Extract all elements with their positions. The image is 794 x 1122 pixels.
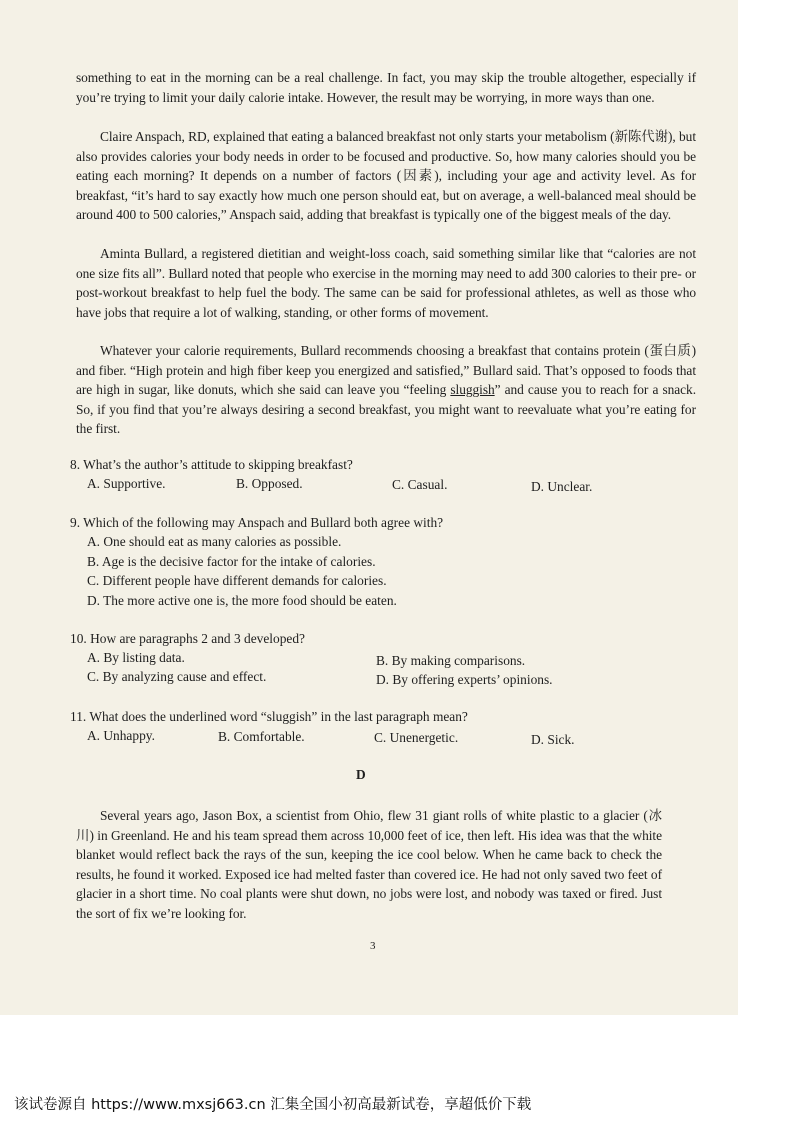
question-11-option-c: C. Unenergetic. [374, 730, 459, 745]
question-10-option-c: C. By analyzing cause and effect. [87, 669, 267, 684]
page-number: 3 [370, 940, 376, 952]
underlined-word-sluggish: sluggish [450, 382, 495, 398]
question-9-option-b: B. Age is the decisive factor for the intake of calories. [87, 554, 376, 569]
question-10-option-b: B. By making comparisons. [376, 653, 526, 668]
passage-c-paragraph-2: Claire Anspach, RD, explained that eating a balanced breakfast not only starts your metabolism (新陈代谢), but also provides calories your body needs in order to be focused and productive. So, how many calories should you be eating each morning? It depends on a number of factors (因素), including your age and activity level. As for breakfast, “it’s hard to say exactly how much one person should eat, but on average, a well-balanced meal should be around 400 to 500 calories,” Anspach said, adding that breakfast is typically one of the biggest meals of the day. [76, 129, 696, 223]
question-10-stem: 10. How are paragraphs 2 and 3 developed? [70, 631, 305, 646]
question-11-option-d: D. Sick. [531, 732, 575, 747]
passage-c-paragraph-3: Aminta Bullard, a registered dietitian and weight-loss coach, said something similar like that “calories are not one size fits all”. Bullard noted that people who exercise in the morning may need to add 300 calories to their pre- or post-workout breakfast to help fuel the body. The same can be said for professional athletes, as well as those who have jobs that require a lot of walking, standing, or other forms of movement. [76, 246, 696, 320]
passage-c-paragraph-4 [76, 341, 696, 439]
question-9-option-a: A. One should eat as many calories as possible. [87, 534, 342, 549]
passage-c-paragraph-1: something to eat in the morning can be a real challenge. In fact, you may skip the trouble altogether, especially if you’re trying to limit your daily calorie intake. However, the result may be worrying, in more ways than one. [76, 70, 696, 105]
paragraph-4-text-a: Whatever your calorie requirements, Bullard recommends choosing a breakfast that contains protein (蛋白质) and fiber. “High protein and high fiber keep you energized and satisfied,” Bullard said. That’s opposed to foods that are high in sugar, like donuts, which she said can leave you “feeling [76, 343, 696, 398]
passage-d-paragraph-1: Several years ago, Jason Box, a scientist from Ohio, flew 31 giant rolls of white plastic to a glacier (冰川) in Greenland. He and his team spread them across 10,000 feet of ice, then left. His idea was that the white blanket would reflect back the rays of the sun, keeping the ice cool below. When he came back to check the results, he found it worked. Exposed ice had melted faster than covered ice. He had not only saved two feet of glacier in a short time. No coal plants were shut down, no jobs were lost, and nobody was taxed or fired. Just the sort of fix we’re looking for. [76, 808, 662, 921]
question-8-option-a: A. Supportive. [87, 476, 166, 491]
question-11-stem: 11. What does the underlined word “sluggish” in the last paragraph mean? [70, 709, 468, 724]
question-8-option-d: D. Unclear. [531, 479, 593, 494]
section-d-heading: D [356, 767, 366, 782]
question-8-option-b: B. Opposed. [236, 476, 303, 491]
question-8-option-c: C. Casual. [392, 477, 448, 492]
paragraph-4-text-b: ” and cause you to reach for a snack. So, if you find that you’re always desiring a second breakfast, you might want to reevaluate what you’re eating for the first. [76, 382, 696, 437]
question-8-stem: 8. What’s the author’s attitude to skipping breakfast? [70, 457, 353, 472]
source-banner-bottom: 该试卷源自 https://www.mxsj663.cn 汇集全国小初高最新试卷，享超低价下载 [14, 1097, 532, 1113]
question-9-stem: 9. Which of the following may Anspach and Bullard both agree with? [70, 515, 444, 530]
question-10-option-d: D. By offering experts’ opinions. [376, 672, 553, 687]
question-9-option-d: D. The more active one is, the more food should be eaten. [87, 593, 397, 608]
question-11-option-a: A. Unhappy. [87, 728, 155, 743]
question-11-option-b: B. Comfortable. [218, 729, 305, 744]
question-10-option-a: A. By listing data. [87, 650, 185, 665]
question-9-option-c: C. Different people have different demands for calories. [87, 573, 387, 588]
